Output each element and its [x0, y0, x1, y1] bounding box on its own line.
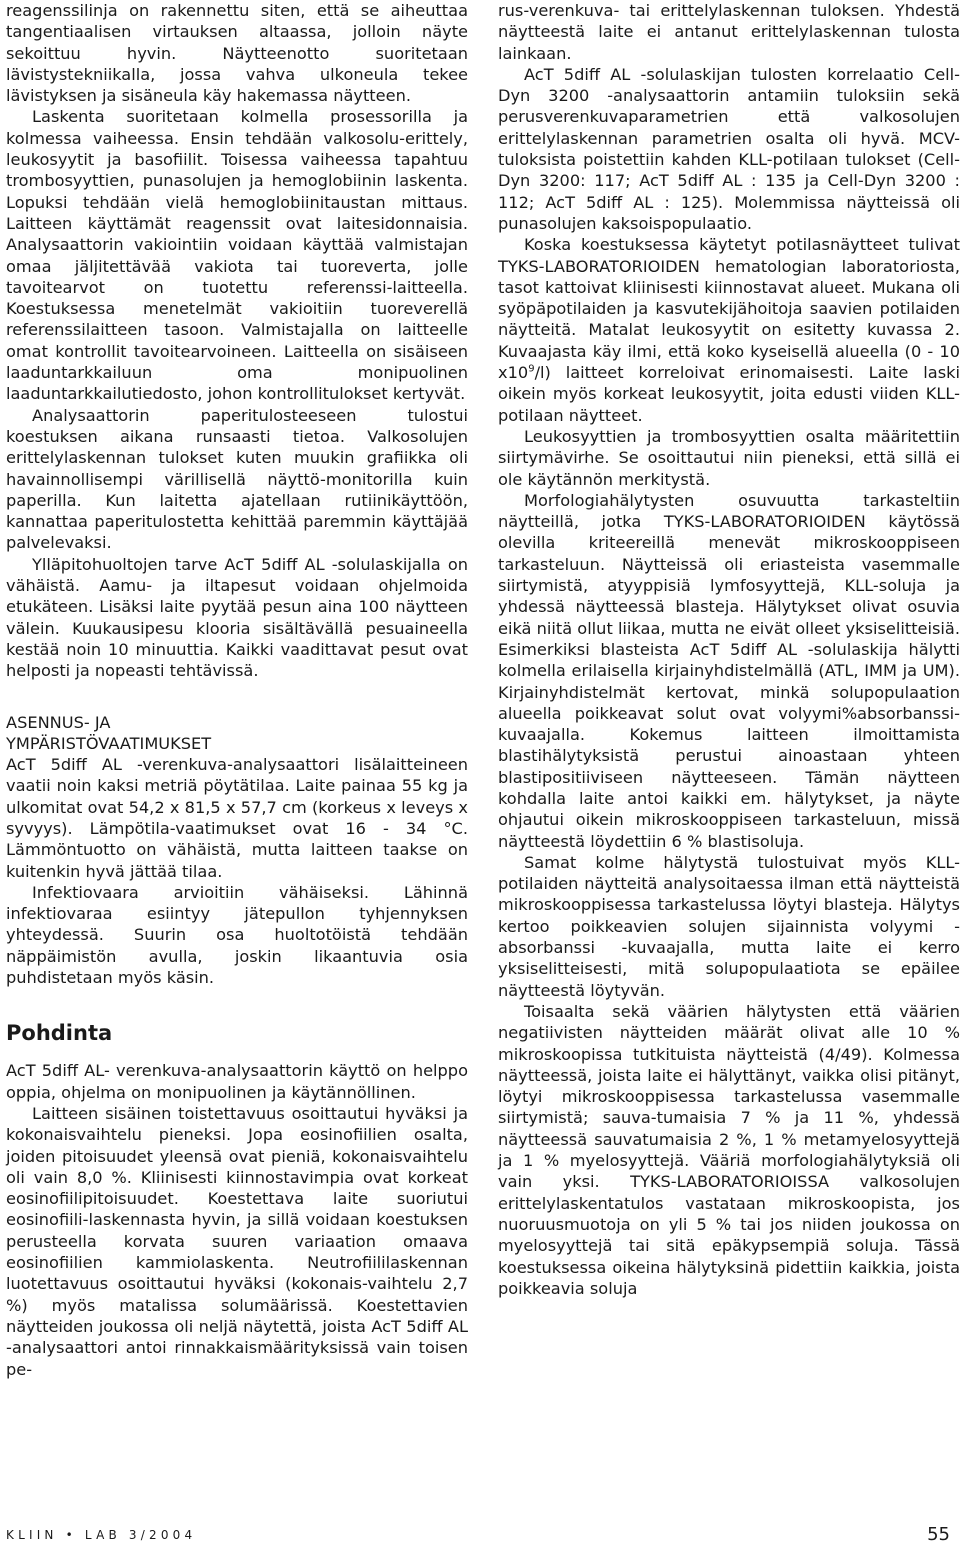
section-heading-discussion: Pohdinta [6, 1021, 113, 1046]
paragraph-text-part: Koska koestuksessa käytetyt potilasnäytteet tulivat TYKS-LABORATORIOIDEN hematologian laboratoriosta, tasot kattoivat kliinisesti kiinnostavat alueet. Mukana oli syöpäpotilaiden ja kasvutekijähoitoja saavien potilaiden näytteitä. Matalat leukosyytit on esitetty kuvassa 2. Kuvaajasta käy ilmi, että koko kyseisellä alueella (0 - 10 x10 [498, 235, 960, 383]
page-footer [6, 1524, 950, 1548]
body-paragraph: Analysaattorin paperitulosteeseen tulostui koestuksen aikana runsaasti tietoa. Valkosolujen erittelylaskennan tulokset kuten muukin grafiikka oli havainnollisempi värillisellä näyttö-monitorilla kuin paperilla. Kun laitetta ajatellaan rutiinikäyttöön, kannattaa paperitulostetta kehittää paremmin käyttäjää palvelevaksi. [6, 405, 468, 553]
section-heading-installation: ASENNUS- JA [6, 712, 111, 732]
superscript-exponent: 9 [528, 363, 535, 375]
paragraph-text-part: /l) laitteet korreloivat erinomaisesti. Laite laski oikein myös korkeat leukosyytit, joita edusti viiden KLL-potilaan näytteet. [498, 363, 960, 425]
section-heading-environment: YMPÄRISTÖVAATIMUKSET [6, 733, 212, 753]
body-paragraph: rus-verenkuva- tai erittelylaskennan tuloksen. Yhdestä näytteestä laite ei antanut erittelylaskennan tulosta lainkaan. [498, 1, 960, 63]
body-paragraph: Leukosyyttien ja trombosyyttien osalta määritettiin siirtymävirhe. Se osoittautui niin pieneksi, että sillä ei ole käytännön merkitystä. [498, 426, 960, 489]
body-paragraph: reagenssilinja on rakennettu siten, että se aiheuttaa tangentiaalisen virtauksen altaassa, jolloin näyte sekoittuu hyvin. Näytteenotto suoritetaan lävistystekniikalla, jossa vahva ulkoneula tekee lävistyksen ja sisäneula käy hakemassa näytteen. [6, 1, 468, 106]
left-column [6, 0, 468, 1380]
journal-name: KLIIN • LAB 3/2004 [6, 1528, 197, 1542]
body-paragraph: Ylläpitohuoltojen tarve AcT 5diff AL -solulaskijalla on vähäistä. Aamu- ja iltapesut voidaan ohjelmoida etukäteen. Lisäksi laite pyytää pesun aina 100 näytteen välein. Kuukausipesu klooria sisältävällä pesuaineella kestää noin 10 minuuttia. Kaikki vaadittavat pesut ovat helposti ja nopeasti tehtävissä. [6, 554, 468, 681]
body-paragraph: Morfologiahälytysten osuvuutta tarkasteltiin näytteillä, jotka TYKS-LABORATORIOIDEN käytössä olevilla kriteereillä menevät mikroskooppiseen tarkasteluun. Näytteissä oli eriasteista vasemmalle siirtymistä, atyyppisiä lymfosyyttejä, KLL-soluja ja yhdessä näytteessä blasteja. Hälytykset olivat osuvia eikä niitä ollut liikaa, mutta ne eivät olleet yksiselitteisiä. Esimerkiksi blasteista AcT 5diff AL -solulaskija hälytti kolmella erilaisella kirjainyhdistelmällä (ATL, IMM ja UM). Kirjainyhdistelmät kertovat, minkä solupopulaation alueella poikkeavat solut ovat volyymi%absorbanssi-kuvaajalla. Kokemus laitteen ilmoittamista blastihälytyksistä perustui ainoastaan yhteen blastipositiiviseen näytteeseen. Tämän näytteen kohdalla laite antoi kaikki em. hälytykset, ja näyte ohjautui oikein mikroskooppiseen tarkasteluun, missä näytteestä löydettiin 6 % blastisoluja. [498, 490, 960, 851]
body-paragraph: Laitteen sisäinen toistettavuus osoittautui hyväksi ja kokonaisvaihtelu pieneksi. Jopa eosinofiilien osalta, joiden pitoisuudet yleensä ovat pieniä, kokonaisvaihtelu oli vain 8,0 %. Kliinisesti kiinnostavimpia ovat korkeat eosinofiilipitoisuudet. Koestettava laite suoriutui eosinofiili-laskennasta hyvin, ja sillä voidaan koestuksen perusteella korvata suuren variaation omaava eosinofiilien kammiolaskenta. Neutrofiililaskennan luotettavuus osoittautui hyväksi (kokonais-vaihtelu 2,7 %) myös matalissa solumäärissä. Koestettavien näytteiden joukossa oli neljä näytettä, joista AcT 5diff AL -analysaattori antoi rinnakkaismäärityksissä vain toisen pe- [6, 1103, 468, 1379]
page-number: 55 [927, 1524, 950, 1545]
body-paragraph: Laskenta suoritetaan kolmella prosessorilla ja kolmessa vaiheessa. Ensin tehdään valkosolu-erittely, leukosyytit ja basofiilit. Toisessa vaiheessa tapahtuu trombosyyttien, punasolujen ja hemoglobiinin laskenta. Lopuksi tehdään vielä hemoglobiinitaustan mittaus. Laitteen käyttämät reagenssit ovat laitesidonnaisia. Analysaattorin vakiointiin voidaan käyttää valmistajan omaa jäljitettävää vakiota tai tuoreverta, jolle tavoitearvot on tuotettu referenssi-laitteella. Koestuksessa menetelmät vakioitiin tuoreverellä referenssilaitteen tasoon. Valmistajalla on laitteelle omat kontrollit tavoitearvoineen. Laitteella on sisäiseen laaduntarkkailuun oma monipuolinen laaduntarkkailutiedosto, johon kontrollitulokset kertyvät. [6, 107, 468, 404]
body-paragraph: AcT 5diff AL- verenkuva-analysaattorin käyttö on helppo oppia, ohjelma on monipuolinen ja käytännöllinen. [6, 1061, 468, 1102]
body-paragraph: Samat kolme hälytystä tulostuivat myös KLL-potilaiden näytteitä analysoitaessa ilman että näytteistä mikroskooppisessa tarkastelussa löytyi blasteja. Hälytys kertoo poikkeavien solujen sijainnista volyymi - absorbanssi -kuvaajalla, mutta laite ei kerro yksiselitteisesti, mitä solupopulaatiota se epäilee näytteestä löytyvän. [498, 852, 960, 1000]
body-paragraph: AcT 5diff AL -verenkuva-analysaattori lisälaitteineen vaatii noin kaksi metriä pöytätilaa. Laite painaa 55 kg ja ulkomitat ovat 54,2 x 81,5 x 57,7 cm (korkeus x leveys x syvyys). Lämpötila-vaatimukset ovat 16 - 34 °C. Lämmöntuotto on vähäistä, mutta laitteen taakse on kuitenkin hyvä jättää tilaa. [6, 755, 468, 881]
right-column [498, 0, 960, 1299]
body-paragraph: Infektiovaara arvioitiin vähäiseksi. Lähinnä infektiovaraa esiintyy jätepullon tyhjennyksen yhteydessä. Suurin osa huoltotöistä tehdään näppäimistön avulla, joskin likaantuvia osia puhdistetaan myös käsin. [6, 882, 468, 988]
body-paragraph: Toisaalta sekä väärien hälytysten että väärien negatiivisten näytteiden määrät olivat alle 10 % mikroskoopissa tutkituista näytteistä (4/49). Kolmessa näytteessä, joista laite ei hälyttänyt, vaikka olisi pitänyt, löytyi mikroskooppisessa tarkastelussa vasemmalle siirtymistä; sauva-tumaisia 7 % ja 11 %, yhdessä näytteessä sauvatumaisia 2 %, 1 % metamyelosyyttejä ja 1 % myelosyyttejä. Vääriä morfologiahälytyksiä oli vain yksi. TYKS-LABORATORIOISSA valkosolujen erittelylaskentatulos vastataan mikroskoopista, jos nuoruusmuotoja on yli 5 % tai jos niiden joukossa on myelosyyttejä tai sitä epäkypsempiä soluja. Tässä koestuksessa oikeina hälytyksinä pidettiin kaikkia, joista poikkeavia soluja [498, 1001, 960, 1298]
body-paragraph-with-superscript [498, 234, 960, 426]
body-paragraph: AcT 5diff AL -solulaskijan tulosten korrelaatio Cell-Dyn 3200 -analysaattorin antamiin tuloksiin sekä perusverenkuvaparametrien että valkosolujen erittelylaskennan parametrien osalta oli hyvä. MCV-tuloksista poistettiin kahden KLL-potilaan tulokset (Cell-Dyn 3200: 117; AcT 5diff AL : 135 ja Cell-Dyn 3200 : 112; AcT 5diff AL : 125). Molemmissa näytteissä oli punasolujen kaksoispopulaatio. [498, 64, 960, 233]
